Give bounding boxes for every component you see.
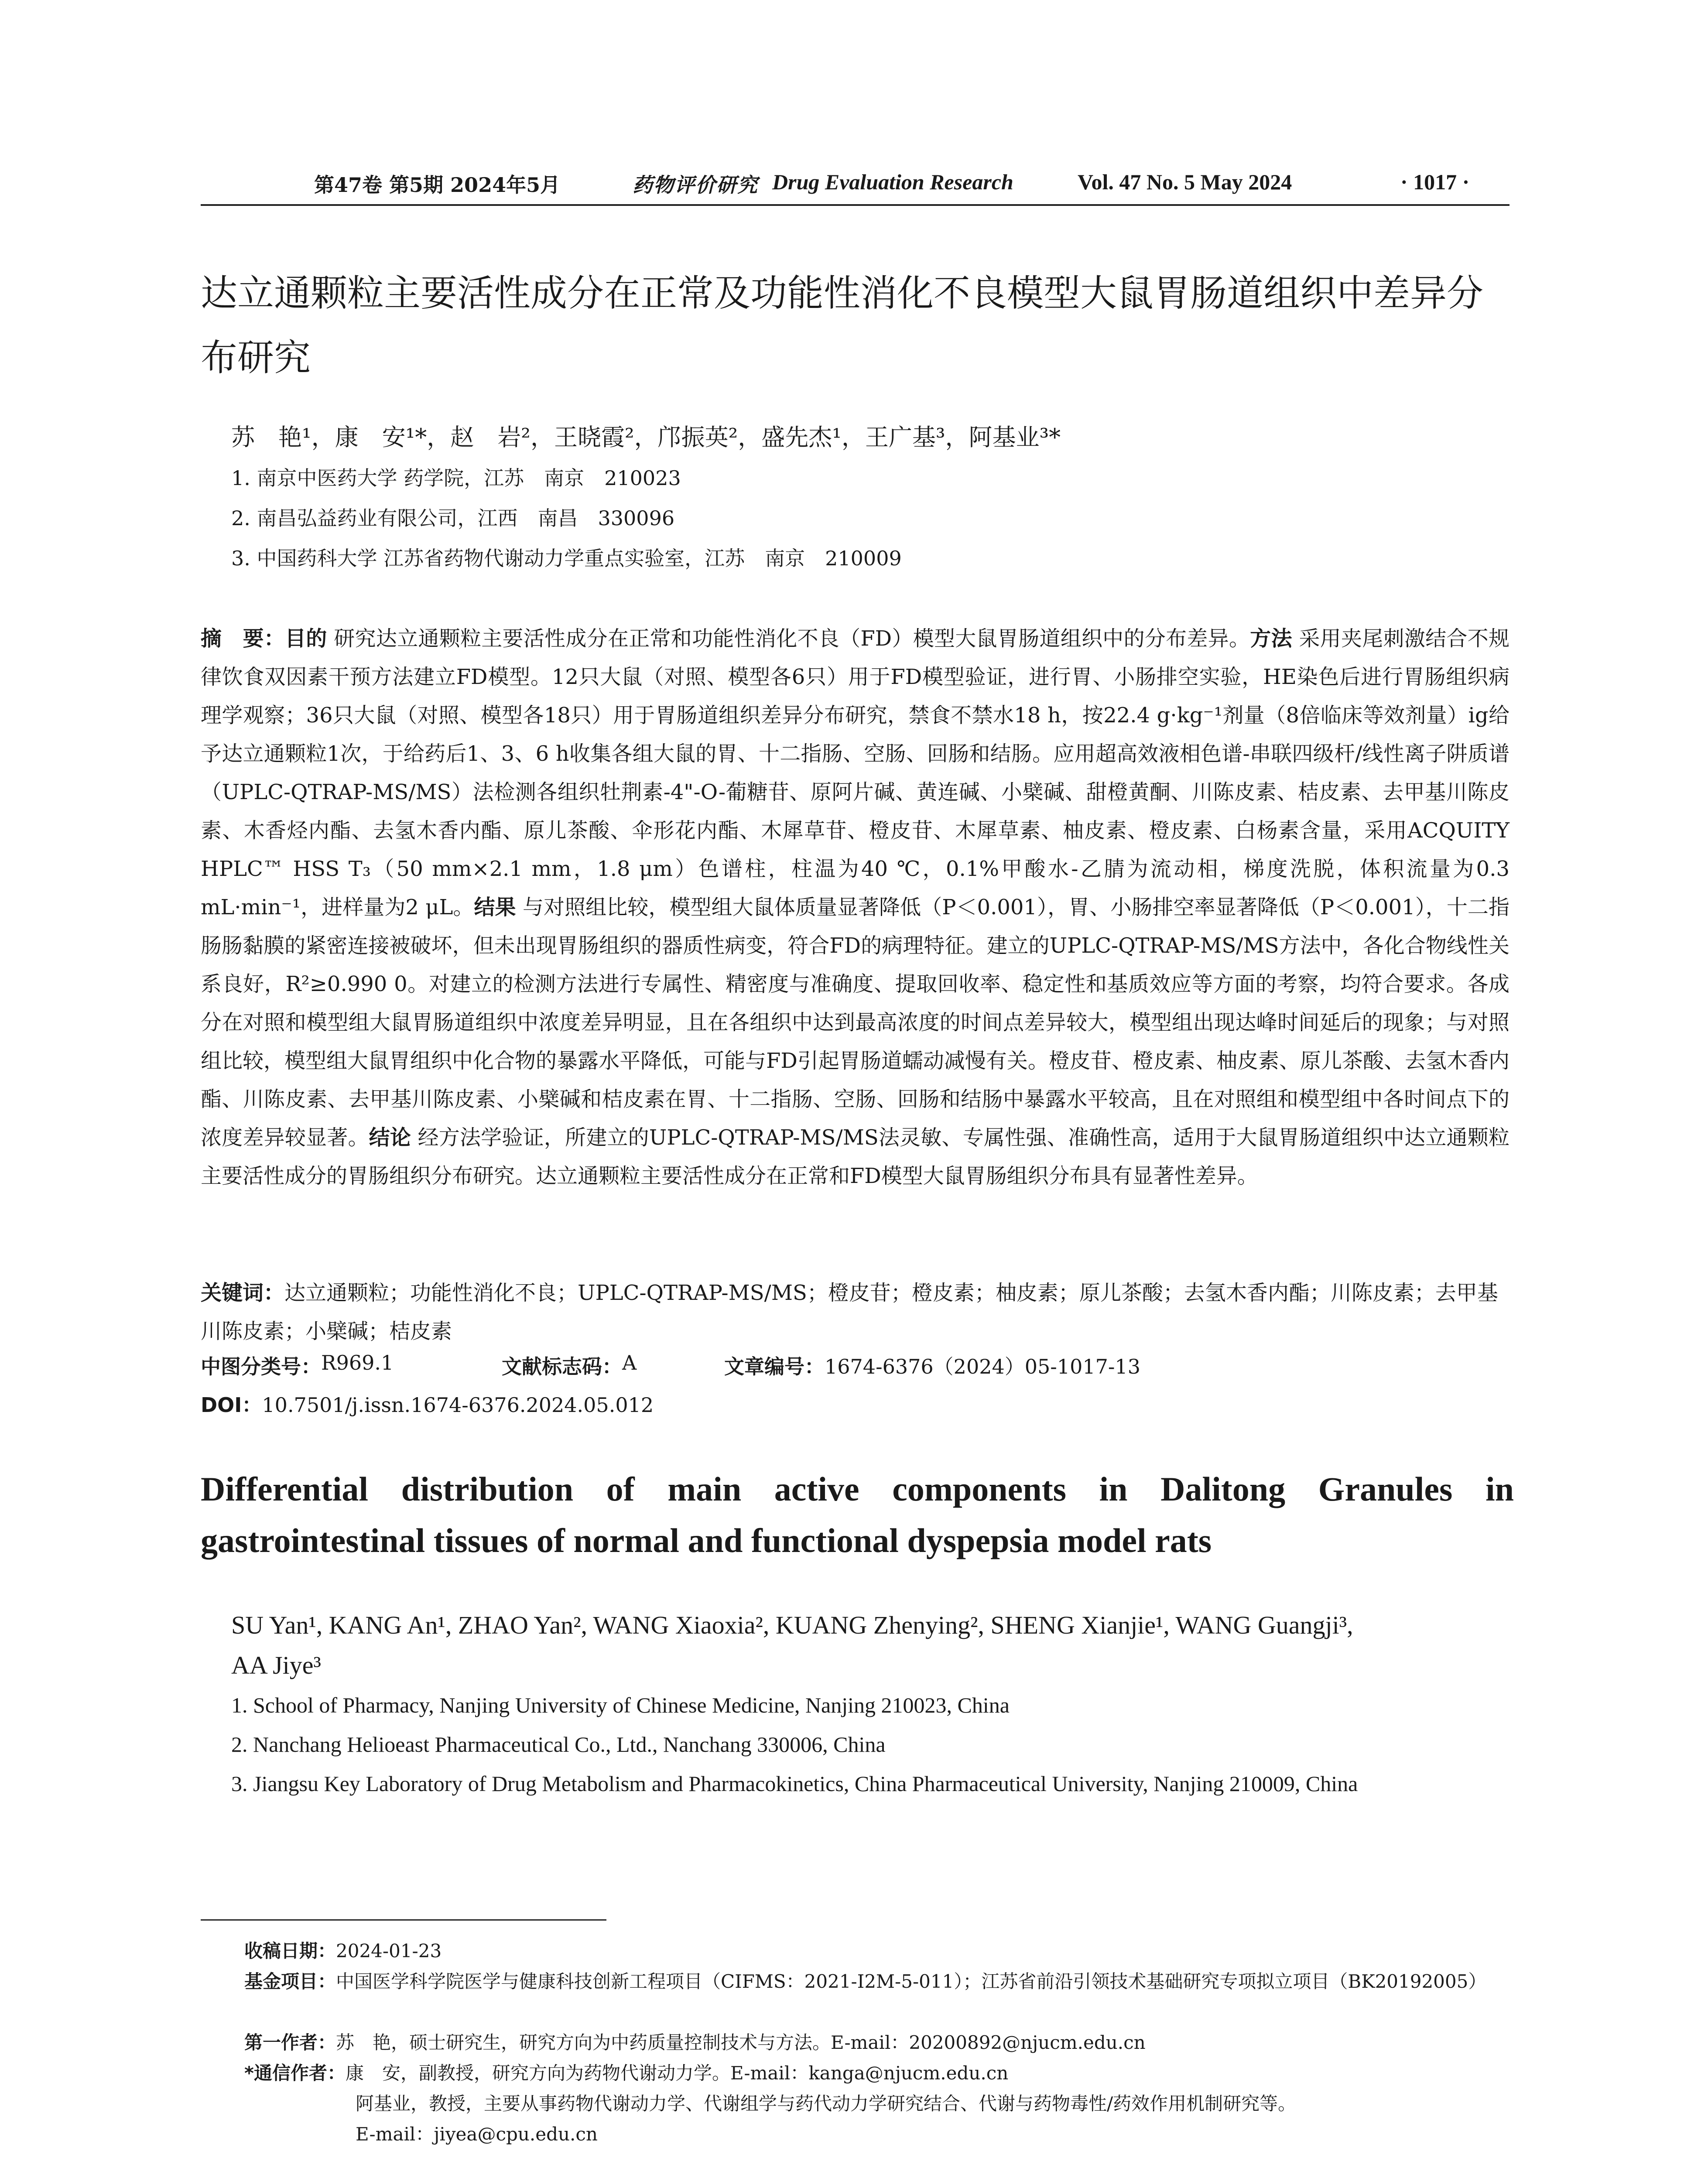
keywords-label: 关键词： — [201, 1281, 285, 1305]
footnote-corresponding-email: E-mail：jiyea@cpu.edu.cn — [356, 2123, 598, 2145]
header-page-number: · 1017 · — [1400, 170, 1470, 194]
results-label: 结果 — [474, 895, 516, 920]
methods-label: 方法 — [1250, 626, 1292, 651]
clc-number: 中图分类号： R969.1 — [201, 1351, 394, 1378]
authors-cn: 苏 艳¹，康 安¹*，赵 岩²，王晓霞²，邝振英²，盛先杰¹，王广基³，阿基业³* — [231, 424, 1061, 451]
authors-en — [231, 1605, 1509, 1685]
footnote-corresponding-2: 阿基业，教授，主要从事药物代谢动力学、代谢组学与药代动力学研究结合、代谢与药物毒性/药效作用机制研究等。 — [356, 2093, 1297, 2114]
header-rule — [201, 204, 1509, 206]
affiliation-cn-2: 2. 南昌弘益药业有限公司，江西 南昌 330096 — [231, 506, 675, 530]
footnote-fund: 基金项目：中国医学科学院医学与健康科技创新工程项目（CIFMS：2021-I2M-5-011）；江苏省前沿引领技术基础研究专项拟立项目（BK20192005） — [244, 1971, 1487, 1992]
affiliation-en-2: 2. Nanchang Helioeast Pharmaceutical Co., Ltd., Nanchang 330006, China — [231, 1732, 886, 1757]
objective-text: 研究达立通颗粒主要活性成分在正常和功能性消化不良（FD）模型大鼠胃肠道组织中的分布差异。 — [334, 626, 1250, 651]
doi-link[interactable]: 10.7501/j.issn.1674-6376.2024.05.012 — [262, 1393, 654, 1417]
footnote-corresponding: *通信作者：康 安，副教授，研究方向为药物代谢动力学。E-mail：kanga@njucm.edu.cn — [244, 2062, 1009, 2084]
keywords — [201, 1274, 1509, 1350]
affiliation-en-1: 1. School of Pharmacy, Nanjing University of Chinese Medicine, Nanjing 210023, China — [231, 1693, 1010, 1717]
header-volume: Vol. 47 No. 5 May 2024 — [1078, 170, 1292, 194]
footnote-first-author: 第一作者：苏 艳，硕士研究生，研究方向为中药质量控制技术与方法。E-mail：20200892@njucm.edu.cn — [244, 2032, 1146, 2053]
affiliation-cn-1: 1. 南京中医药大学 药学院，江苏 南京 210023 — [231, 466, 681, 490]
results-text: 与对照组比较，模型组大鼠体质量显著降低（P＜0.001），胃、小肠排空率显著降低（P＜0.001），十二指肠肠黏膜的紧密连接被破坏，但未出现胃肠组织的器质性病变，符合FD的病理特征。建立的UPLC-QTRAP-MS/MS方法中，各化合物线性关系良好，R²≥0.990 0。对建立的检测方法进行专属性、精密度与准确度、提取回收率、稳定性和基质效应等方面的考察，均符合要求。各成分在对照和模型组大鼠胃肠道组织中浓度差异明显，且在各组织中达到最高浓度的时间点差异较大，模型组出现达峰时间延后的现象；与对照组比较，模型组大鼠胃组织中化合物的暴露水平降低，可能与FD引起胃肠道蠕动减慢有关。橙皮苷、橙皮素、柚皮素、原儿茶酸、去氢木香内酯、川陈皮素、去甲基川陈皮素、小檗碱和桔皮素在胃、十二指肠、空肠、回肠和结肠中暴露水平较高，且在对照组和模型组中各时间点下的浓度差异较显著。 — [201, 895, 1509, 1150]
title-en: Differential distribution of main active components in Dalitong Granules in gastrointestinal tissues of normal and functional dyspepsia model rats — [201, 1470, 1514, 1559]
abstract — [201, 619, 1509, 1195]
classification-line — [201, 1351, 1509, 1386]
doi-line: DOI：10.7501/j.issn.1674-6376.2024.05.012 — [201, 1393, 654, 1417]
article-number: 文章编号： 1674-6376（2024）05-1017-13 — [724, 1355, 1140, 1378]
title-cn: 达立通颗粒主要活性成分在正常及功能性消化不良模型大鼠胃肠道组织中差异分布研究 — [201, 272, 1484, 379]
conclusion-text: 经方法学验证，所建立的UPLC-QTRAP-MS/MS法灵敏、专属性强、准确性高，适用于大鼠胃肠道组织中达立通颗粒主要活性成分的胃肠组织分布研究。达立通颗粒主要活性成分在正常和FD模型大鼠胃肠组织分布具有显著性差异。 — [201, 1125, 1509, 1188]
header-journal-en: Drug Evaluation Research — [772, 170, 1013, 194]
header-journal-cn: 第47卷 第5期 2024年5月 — [314, 173, 561, 197]
footnote-received: 收稿日期：2024-01-23 — [244, 1940, 442, 1962]
methods-text: 采用夹尾刺激结合不规律饮食双因素干预方法建立FD模型。12只大鼠（对照、模型各6只）用于FD模型验证，进行胃、小肠排空实验，HE染色后进行胃肠组织病理学观察；36只大鼠（对照、模型各18只）用于胃肠道组织差异分布研究，禁食不禁水18 h，按22.4 g·kg⁻¹剂量（8倍临床等效剂量）ig给予达立通颗粒1次，于给药后1、3、6 h收集各组大鼠的胃、十二指肠、空肠、回肠和结肠。应用超高效液相色谱-串联四级杆/线性离子阱质谱（UPLC-QTRAP-MS/MS）法检测各组织牡荆素-4"-O-葡糖苷、原阿片碱、黄连碱、小檗碱、甜橙黄酮、川陈皮素、桔皮素、去甲基川陈皮素、木香烃内酯、去氢木香内酯、原儿茶酸、伞形花内酯、木犀草苷、橙皮苷、木犀草素、柚皮素、橙皮素、白杨素含量，采用ACQUITY HPLC™ HSS T₃（50 mm×2.1 mm，1.8 μm）色谱柱，柱温为40 ℃，0.1%甲酸水-乙腈为流动相，梯度洗脱，体积流量为0.3 mL·min⁻¹，进样量为2 μL。 — [201, 626, 1509, 920]
abstract-label: 摘 要： — [201, 626, 285, 651]
journal-logo: 药物评价研究 — [633, 173, 758, 197]
objective-label: 目的 — [285, 626, 327, 651]
affiliation-cn-3: 3. 中国药科大学 江苏省药物代谢动力学重点实验室，江苏 南京 210009 — [231, 547, 902, 570]
conclusion-label: 结论 — [369, 1125, 411, 1150]
authors-en-line1: SU Yan¹, KANG An¹, ZHAO Yan², WANG Xiaoxia², KUANG Zhenying², SHENG Xianjie¹, WANG Guangji³, — [231, 1611, 1353, 1639]
document-code: 文献标志码： A — [502, 1351, 637, 1378]
authors-en-line2: AA Jiye³ — [231, 1651, 321, 1679]
running-header — [201, 169, 1509, 200]
footnote-rule — [201, 1919, 606, 1921]
keywords-text: 达立通颗粒；功能性消化不良；UPLC-QTRAP-MS/MS；橙皮苷；橙皮素；柚皮素；原儿茶酸；去氢木香内酯；川陈皮素；去甲基川陈皮素；小檗碱；桔皮素 — [201, 1281, 1498, 1343]
affiliation-en-3: 3. Jiangsu Key Laboratory of Drug Metabolism and Pharmacokinetics, China Pharmaceutical University, Nanjing 210009, China — [231, 1771, 1358, 1796]
